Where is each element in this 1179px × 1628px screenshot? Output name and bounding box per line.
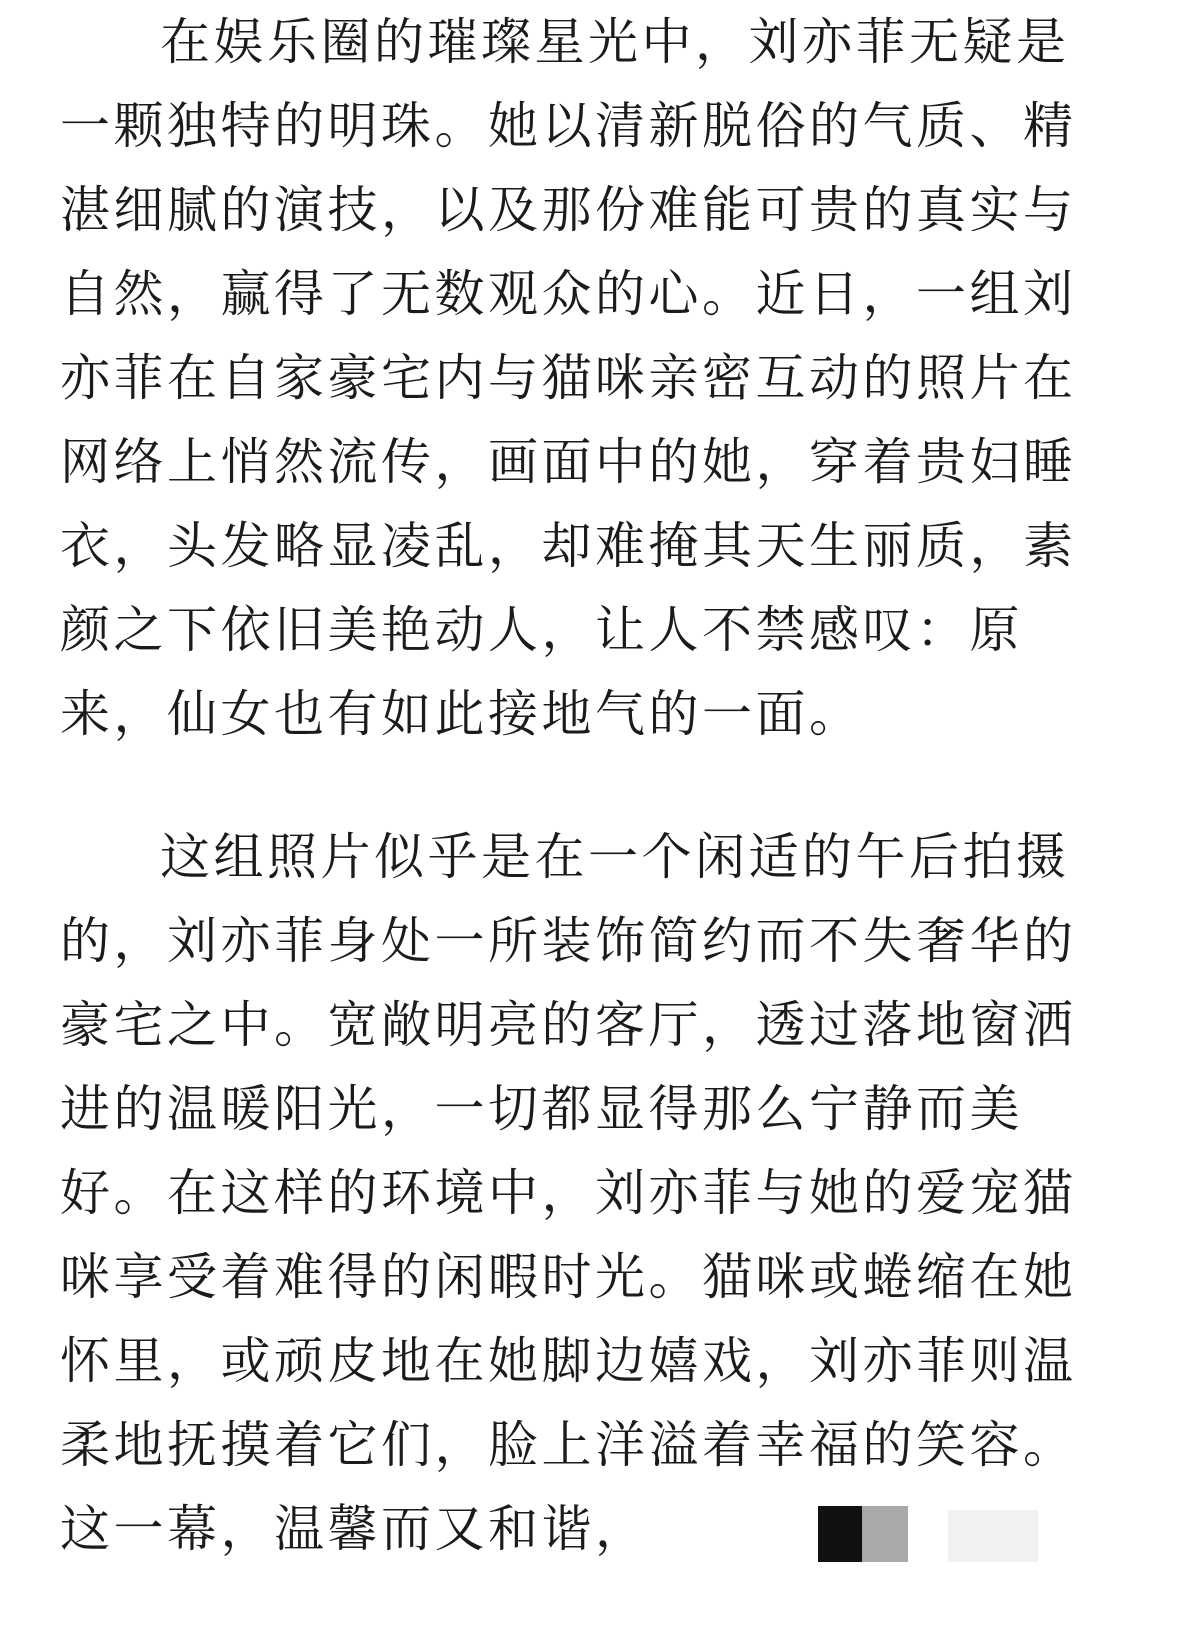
paragraph-line: 一颗独特的明珠。她以清新脱俗的气质、精 bbox=[60, 97, 1077, 155]
paragraph-1 bbox=[60, 0, 1080, 756]
watermark-gray-block bbox=[862, 1506, 908, 1562]
watermark-dark-block bbox=[818, 1506, 862, 1562]
paragraph-line: 湛细腻的演技，以及那份难能可贵的真实与 bbox=[60, 181, 1077, 239]
paragraph-2 bbox=[60, 815, 1080, 1571]
paragraph-line: 的，刘亦菲身处一所装饰简约而不失奢华的 bbox=[60, 912, 1077, 970]
paragraph-line: 颜之下依旧美艳动人，让人不禁感叹：原 bbox=[60, 601, 1023, 659]
watermark-overlay bbox=[818, 1506, 1078, 1606]
paragraph-line: 这组照片似乎是在一个闲适的午后拍摄 bbox=[160, 828, 1070, 886]
paragraph-line: 网络上悄然流传，画面中的她，穿着贵妇睡 bbox=[60, 433, 1077, 491]
paragraph-line: 柔地抚摸着它们，脸上洋溢着幸福的笑容。 bbox=[60, 1416, 1077, 1474]
paragraph-line: 亦菲在自家豪宅内与猫咪亲密互动的照片在 bbox=[60, 349, 1077, 407]
paragraph-line: 怀里，或顽皮地在她脚边嬉戏，刘亦菲则温 bbox=[60, 1332, 1077, 1390]
paragraph-line: 豪宅之中。宽敞明亮的客厅，透过落地窗洒 bbox=[60, 996, 1077, 1054]
paragraph-line: 在娱乐圈的璀璨星光中，刘亦菲无疑是 bbox=[160, 13, 1070, 71]
paragraph-line: 进的温暖阳光，一切都显得那么宁静而美 bbox=[60, 1080, 1023, 1138]
paragraph-line: 衣，头发略显凌乱，却难掩其天生丽质，素 bbox=[60, 517, 1077, 575]
watermark-light-block bbox=[948, 1510, 1038, 1562]
paragraph-line: 好。在这样的环境中，刘亦菲与她的爱宠猫 bbox=[60, 1164, 1077, 1222]
paragraph-line: 这一幕，温馨而又和谐， bbox=[60, 1500, 649, 1558]
paragraph-line: 咪享受着难得的闲暇时光。猫咪或蜷缩在她 bbox=[60, 1248, 1077, 1306]
paragraph-line: 来，仙女也有如此接地气的一面。 bbox=[60, 685, 863, 743]
paragraph-line: 自然，赢得了无数观众的心。近日，一组刘 bbox=[60, 265, 1077, 323]
